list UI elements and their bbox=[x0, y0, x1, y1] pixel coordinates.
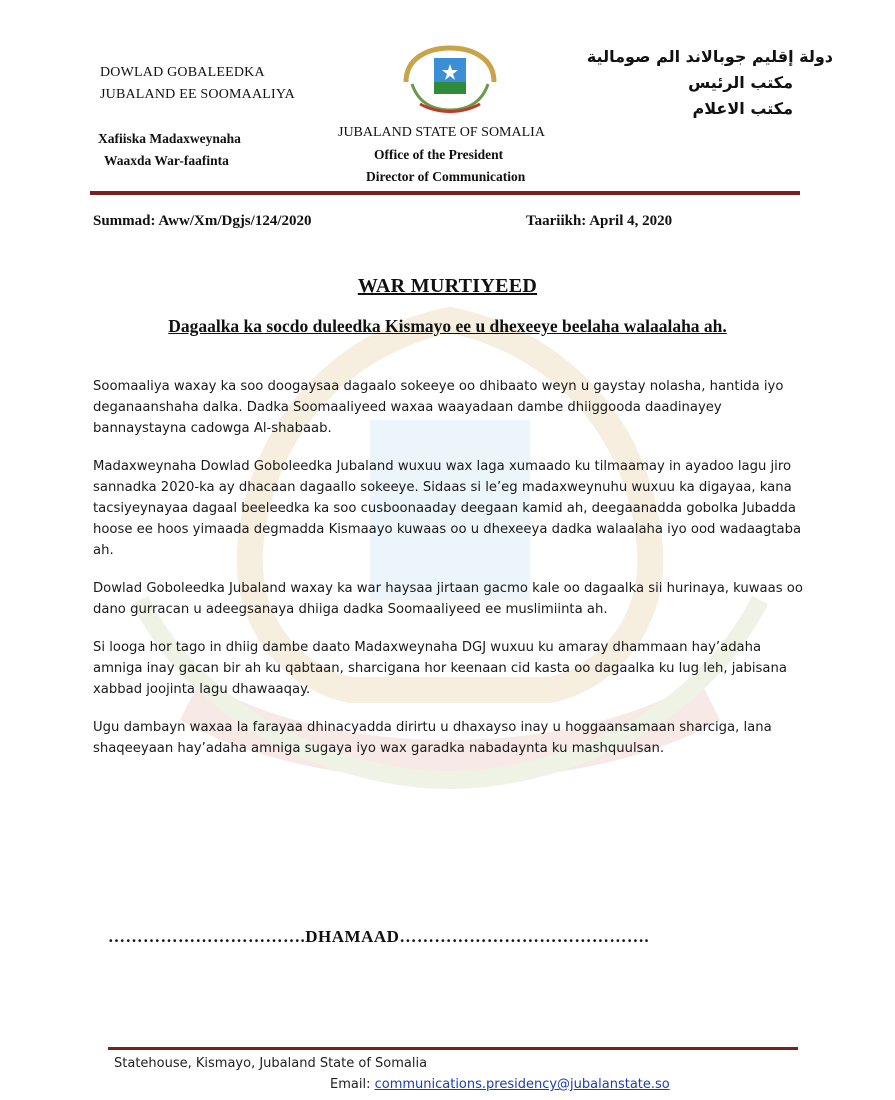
header-somali-line: DOWLAD GOBALEEDKA bbox=[100, 65, 265, 80]
footer-divider bbox=[108, 1047, 798, 1050]
header-somali-office-line: Waaxda War-faafinta bbox=[104, 153, 229, 168]
header-somali-line: JUBALAND EE SOOMAALIYA bbox=[100, 87, 295, 102]
header-english-office-line: Director of Communication bbox=[366, 169, 526, 184]
footer-email bbox=[330, 1077, 670, 1092]
body-paragraph: Si looga hor tago in dhiig dambe daato Madaxweynaha DGJ wuxuu ku amaray dhammaan hay’adaha amniga inay gacan bir ah ku qabtaan, sharcigana hor keenaan cid kasta oo dagaalka ku lug leh, jabisana xabbad joojinta lagu dhawaaqay. bbox=[93, 640, 787, 697]
document-title: WAR MURTIYEED bbox=[357, 275, 538, 297]
document-subtitle: Dagaalka ka socdo duleedka Kismayo ee u dhexeeye beelaha walaalaha ah. bbox=[168, 316, 727, 336]
header-english bbox=[338, 122, 545, 188]
header-divider bbox=[90, 191, 800, 195]
document-body bbox=[93, 376, 805, 776]
body-paragraph: Soomaaliya waxay ka soo doogaysaa dagaalo sokeeye oo dhibaato weyn u gaystay nolasha, hantida iyo deganaanshaha dalka. Dadka Soomaaliyeed waxaa waayadaan dambe dhiiggooda daadinayey bannaystayna cadowga Al-shabaab. bbox=[93, 379, 784, 436]
header-arabic bbox=[587, 44, 833, 122]
document-date: Taariikh: April 4, 2020 bbox=[526, 213, 673, 229]
header-arabic-line: دولة إقليم جوبالاند الم صومالية bbox=[586, 47, 833, 66]
email-label: Email: bbox=[330, 1077, 375, 1092]
reference-number: Summad: Aww/Xm/Dgjs/124/2020 bbox=[93, 213, 312, 229]
body-paragraph: Ugu dambayn waxaa la farayaa dhinacyadda dirirtu u dhaxayso inay u hoggaansamaan sharciga, lana shaqeeyaan hay’adaha amniga sugaya iyo wax garadka nabadaynta ku mashquulsan. bbox=[93, 720, 772, 756]
header-english-office-line: Office of the President bbox=[374, 147, 504, 162]
header-arabic-line: مكتب الرئيس bbox=[688, 73, 793, 92]
closing-line: …………………………….DHAMAAD……………………………………. bbox=[108, 927, 650, 946]
body-paragraph: Madaxweynaha Dowlad Goboleedka Jubaland wuxuu wax laga xumaado ku tilmaamay in ayadoo lagu jiro sannadka 2020-ka ay dhacaan dagaallo sokeeye. Sidaas si le’eg madaxweynuhu wuxuu ka digayaa, kana tacsiyeynayaa dagaal beeleedka ka soo cusboonaaday deegaan kamid ah, deegaanadda gobolka Jubadda hoose ee hoos yimaada degmadda Kismaayo kuwaas oo u dhexeeya dadka walaalaha iyo ood wadaagtaba ah. bbox=[93, 459, 802, 558]
header-arabic-line: مكتب الاعلام bbox=[692, 99, 793, 118]
footer-address: Statehouse, Kismayo, Jubaland State of Somalia bbox=[114, 1056, 428, 1071]
header-somali-office bbox=[98, 128, 241, 172]
email-link[interactable]: communications.presidency@jubalanstate.so bbox=[374, 1077, 670, 1092]
jubaland-coat-of-arms-logo bbox=[398, 44, 502, 116]
header-english-state: JUBALAND STATE OF SOMALIA bbox=[338, 125, 545, 140]
header-somali-state bbox=[100, 62, 295, 106]
body-paragraph: Dowlad Goboleedka Jubaland waxay ka war haysaa jirtaan gacmo kale oo dagaalka sii hurinaya, kuwaas oo dano gurracan u adeegsanaya dhiiga dadka Soomaaliyeed ee muslimiinta ah. bbox=[93, 581, 803, 617]
header-somali-office-line: Xafiiska Madaxweynaha bbox=[98, 131, 241, 146]
